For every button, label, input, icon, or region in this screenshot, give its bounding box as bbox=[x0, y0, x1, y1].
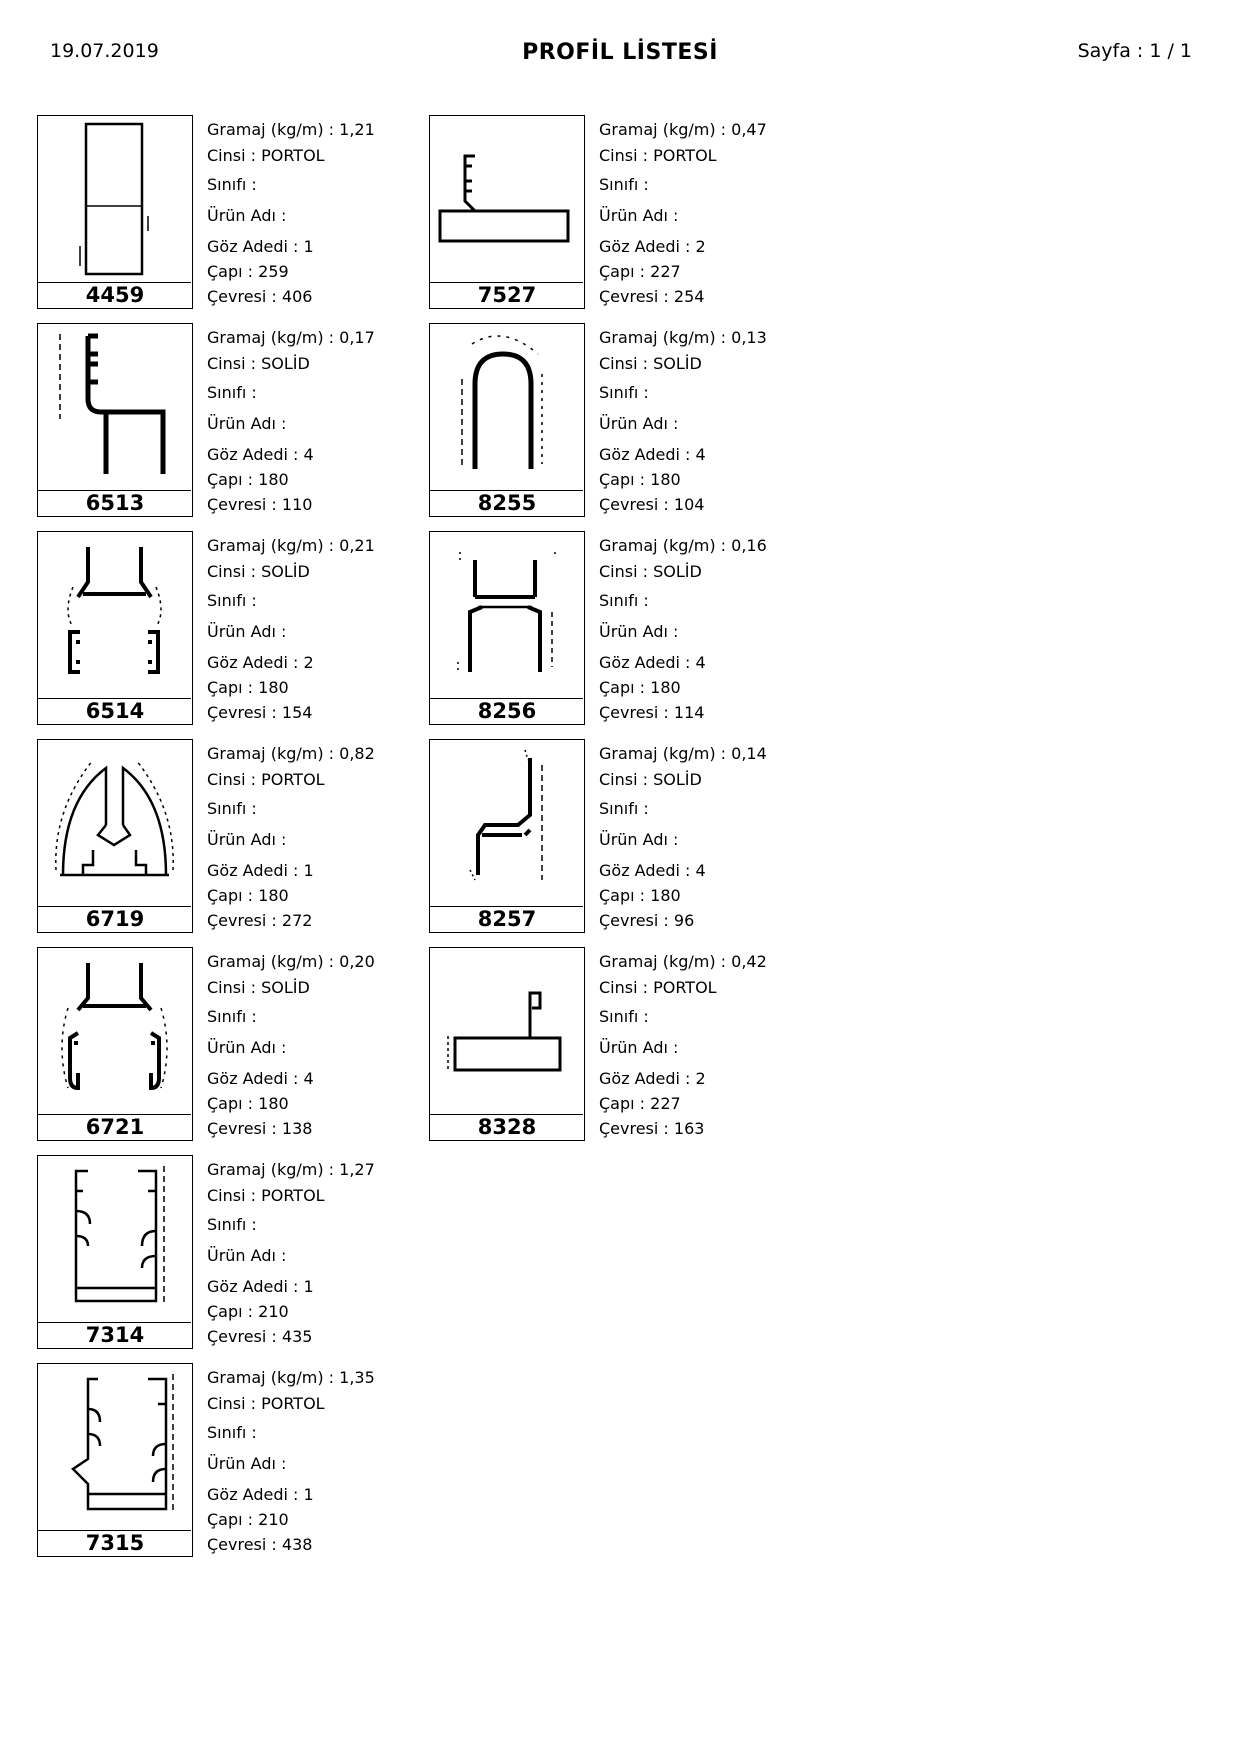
goz-adedi-value: 4 bbox=[695, 445, 706, 464]
cinsi-label: Cinsi : bbox=[207, 146, 262, 165]
profile-8256-section-drawing bbox=[430, 532, 583, 699]
sinifi-label: Sınıfı : bbox=[207, 1423, 257, 1442]
urun-adi-label: Ürün Adı : bbox=[207, 1246, 287, 1265]
cinsi-value: PORTOL bbox=[261, 146, 325, 165]
gramaj-label: Gramaj (kg/m) : bbox=[599, 952, 732, 971]
cevresi-label: Çevresi : bbox=[207, 287, 282, 306]
cevresi-label: Çevresi : bbox=[207, 1119, 282, 1138]
urun-adi-label: Ürün Adı : bbox=[207, 414, 287, 433]
goz-adedi-value: 4 bbox=[303, 445, 314, 464]
gramaj-value: 0,16 bbox=[731, 536, 767, 555]
urun-adi-label: Ürün Adı : bbox=[207, 1454, 287, 1473]
cinsi-value: PORTOL bbox=[261, 1394, 325, 1413]
profile-code: 6719 bbox=[85, 907, 145, 931]
gramaj-label: Gramaj (kg/m) : bbox=[207, 536, 340, 555]
goz-adedi-value: 4 bbox=[695, 861, 706, 880]
gramaj-label: Gramaj (kg/m) : bbox=[599, 120, 732, 139]
cevresi-label: Çevresi : bbox=[599, 287, 674, 306]
capi-value: 227 bbox=[650, 1094, 681, 1113]
gramaj-value: 0,42 bbox=[731, 952, 767, 971]
sinifi-label: Sınıfı : bbox=[207, 383, 257, 402]
gramaj-value: 0,20 bbox=[339, 952, 375, 971]
profile-drawing-frame bbox=[37, 531, 193, 725]
profile-card-6719 bbox=[37, 739, 427, 935]
profile-code: 8256 bbox=[477, 699, 537, 723]
cinsi-value: PORTOL bbox=[653, 978, 717, 997]
capi-value: 227 bbox=[650, 262, 681, 281]
capi-value: 180 bbox=[650, 470, 681, 489]
urun-adi-label: Ürün Adı : bbox=[207, 830, 287, 849]
cevresi-label: Çevresi : bbox=[599, 495, 674, 514]
urun-adi-label: Ürün Adı : bbox=[207, 206, 287, 225]
profile-drawing-frame bbox=[429, 947, 585, 1141]
profile-card-7315 bbox=[37, 1363, 427, 1559]
profile-drawing-frame bbox=[37, 1363, 193, 1557]
cevresi-value: 435 bbox=[281, 1327, 313, 1346]
profile-card-6513 bbox=[37, 323, 427, 519]
gramaj-label: Gramaj (kg/m) : bbox=[207, 1160, 340, 1179]
gramaj-value: 0,14 bbox=[731, 744, 767, 763]
urun-adi-label: Ürün Adı : bbox=[599, 622, 679, 641]
profile-code: 6514 bbox=[85, 699, 145, 723]
gramaj-label: Gramaj (kg/m) : bbox=[599, 744, 732, 763]
urun-adi-label: Ürün Adı : bbox=[207, 622, 287, 641]
cevresi-label: Çevresi : bbox=[599, 703, 674, 722]
cinsi-value: SOLİD bbox=[261, 562, 310, 581]
profile-card-6721 bbox=[37, 947, 427, 1143]
profile-code: 7527 bbox=[477, 283, 537, 307]
profile-code: 8328 bbox=[477, 1115, 537, 1139]
page-number: Sayfa : 1 / 1 bbox=[1077, 40, 1192, 62]
gramaj-value: 0,13 bbox=[731, 328, 767, 347]
cinsi-label: Cinsi : bbox=[599, 354, 654, 373]
profile-drawing-frame bbox=[429, 115, 585, 309]
capi-value: 180 bbox=[258, 1094, 289, 1113]
capi-label: Çapı : bbox=[207, 1094, 259, 1113]
goz-adedi-value: 4 bbox=[695, 653, 706, 672]
capi-value: 180 bbox=[258, 678, 289, 697]
cevresi-value: 104 bbox=[673, 495, 705, 514]
profile-drawing-frame bbox=[37, 947, 193, 1141]
goz-adedi-label: Göz Adedi : bbox=[207, 861, 304, 880]
gramaj-value: 1,21 bbox=[339, 120, 375, 139]
capi-label: Çapı : bbox=[207, 886, 259, 905]
profile-card-8257 bbox=[429, 739, 819, 935]
profile-code: 8257 bbox=[477, 907, 537, 931]
goz-adedi-value: 1 bbox=[303, 1277, 314, 1296]
cevresi-value: 154 bbox=[281, 703, 313, 722]
capi-value: 210 bbox=[258, 1302, 289, 1321]
capi-label: Çapı : bbox=[207, 262, 259, 281]
urun-adi-label: Ürün Adı : bbox=[599, 414, 679, 433]
goz-adedi-value: 2 bbox=[695, 1069, 706, 1088]
cinsi-value: PORTOL bbox=[653, 146, 717, 165]
goz-adedi-label: Göz Adedi : bbox=[207, 1069, 304, 1088]
profile-8257-section-drawing bbox=[430, 740, 583, 907]
cevresi-value: 406 bbox=[281, 287, 313, 306]
cevresi-label: Çevresi : bbox=[207, 1535, 282, 1554]
capi-value: 180 bbox=[650, 886, 681, 905]
cevresi-label: Çevresi : bbox=[599, 911, 674, 930]
capi-label: Çapı : bbox=[207, 678, 259, 697]
profile-7315-section-drawing bbox=[38, 1364, 191, 1531]
profile-drawing-frame bbox=[37, 323, 193, 517]
goz-adedi-label: Göz Adedi : bbox=[207, 653, 304, 672]
profile-6721-section-drawing bbox=[38, 948, 191, 1115]
gramaj-value: 1,27 bbox=[339, 1160, 375, 1179]
gramaj-value: 0,82 bbox=[339, 744, 375, 763]
gramaj-label: Gramaj (kg/m) : bbox=[599, 536, 732, 555]
page-title: PROFİL LİSTESİ bbox=[522, 40, 718, 65]
profile-drawing-frame bbox=[429, 323, 585, 517]
urun-adi-label: Ürün Adı : bbox=[599, 830, 679, 849]
goz-adedi-label: Göz Adedi : bbox=[207, 237, 304, 256]
goz-adedi-value: 1 bbox=[303, 1485, 314, 1504]
profile-code: 6513 bbox=[85, 491, 145, 515]
sinifi-label: Sınıfı : bbox=[599, 175, 649, 194]
gramaj-value: 0,47 bbox=[731, 120, 767, 139]
cinsi-value: SOLİD bbox=[261, 978, 310, 997]
capi-value: 180 bbox=[258, 470, 289, 489]
gramaj-value: 0,17 bbox=[339, 328, 375, 347]
gramaj-label: Gramaj (kg/m) : bbox=[207, 744, 340, 763]
profile-code: 6721 bbox=[85, 1115, 145, 1139]
gramaj-label: Gramaj (kg/m) : bbox=[207, 952, 340, 971]
profile-card-7314 bbox=[37, 1155, 427, 1351]
profile-6514-section-drawing bbox=[38, 532, 191, 699]
cevresi-value: 96 bbox=[673, 911, 695, 930]
cinsi-label: Cinsi : bbox=[599, 562, 654, 581]
capi-label: Çapı : bbox=[207, 1302, 259, 1321]
goz-adedi-label: Göz Adedi : bbox=[207, 1485, 304, 1504]
profile-drawing-frame bbox=[37, 739, 193, 933]
profile-card-8255 bbox=[429, 323, 819, 519]
profile-7314-section-drawing bbox=[38, 1156, 191, 1323]
cinsi-label: Cinsi : bbox=[207, 562, 262, 581]
sinifi-label: Sınıfı : bbox=[207, 591, 257, 610]
cinsi-label: Cinsi : bbox=[207, 978, 262, 997]
cevresi-label: Çevresi : bbox=[207, 911, 282, 930]
goz-adedi-label: Göz Adedi : bbox=[207, 1277, 304, 1296]
capi-value: 180 bbox=[258, 886, 289, 905]
gramaj-label: Gramaj (kg/m) : bbox=[599, 328, 732, 347]
capi-label: Çapı : bbox=[599, 1094, 651, 1113]
profile-6719-section-drawing bbox=[38, 740, 191, 907]
cinsi-value: SOLİD bbox=[653, 562, 702, 581]
goz-adedi-value: 1 bbox=[303, 861, 314, 880]
goz-adedi-label: Göz Adedi : bbox=[207, 445, 304, 464]
cinsi-label: Cinsi : bbox=[599, 770, 654, 789]
capi-label: Çapı : bbox=[599, 886, 651, 905]
goz-adedi-label: Göz Adedi : bbox=[599, 445, 696, 464]
goz-adedi-label: Göz Adedi : bbox=[599, 237, 696, 256]
goz-adedi-label: Göz Adedi : bbox=[599, 653, 696, 672]
sinifi-label: Sınıfı : bbox=[599, 1007, 649, 1026]
goz-adedi-value: 2 bbox=[303, 653, 314, 672]
sinifi-label: Sınıfı : bbox=[599, 383, 649, 402]
urun-adi-label: Ürün Adı : bbox=[599, 1038, 679, 1057]
cevresi-value: 110 bbox=[281, 495, 313, 514]
cinsi-value: PORTOL bbox=[261, 770, 325, 789]
urun-adi-label: Ürün Adı : bbox=[599, 206, 679, 225]
gramaj-value: 1,35 bbox=[339, 1368, 375, 1387]
capi-label: Çapı : bbox=[599, 262, 651, 281]
sinifi-label: Sınıfı : bbox=[207, 175, 257, 194]
profile-drawing-frame bbox=[37, 1155, 193, 1349]
goz-adedi-value: 4 bbox=[303, 1069, 314, 1088]
cevresi-value: 138 bbox=[281, 1119, 313, 1138]
profile-code: 8255 bbox=[477, 491, 537, 515]
print-date: 19.07.2019 bbox=[50, 40, 159, 62]
cevresi-label: Çevresi : bbox=[207, 495, 282, 514]
gramaj-label: Gramaj (kg/m) : bbox=[207, 328, 340, 347]
goz-adedi-value: 2 bbox=[695, 237, 706, 256]
cinsi-label: Cinsi : bbox=[599, 978, 654, 997]
cevresi-value: 114 bbox=[673, 703, 705, 722]
sinifi-label: Sınıfı : bbox=[207, 799, 257, 818]
capi-value: 180 bbox=[650, 678, 681, 697]
gramaj-label: Gramaj (kg/m) : bbox=[207, 120, 340, 139]
goz-adedi-label: Göz Adedi : bbox=[599, 1069, 696, 1088]
cevresi-label: Çevresi : bbox=[207, 1327, 282, 1346]
profile-card-7527 bbox=[429, 115, 819, 311]
cinsi-label: Cinsi : bbox=[207, 1394, 262, 1413]
gramaj-label: Gramaj (kg/m) : bbox=[207, 1368, 340, 1387]
profile-card-8328 bbox=[429, 947, 819, 1143]
profile-card-4459 bbox=[37, 115, 427, 311]
cinsi-value: SOLİD bbox=[653, 354, 702, 373]
profile-card-6514 bbox=[37, 531, 427, 727]
goz-adedi-value: 1 bbox=[303, 237, 314, 256]
capi-value: 259 bbox=[258, 262, 289, 281]
cinsi-label: Cinsi : bbox=[207, 1186, 262, 1205]
cinsi-label: Cinsi : bbox=[599, 146, 654, 165]
cevresi-label: Çevresi : bbox=[599, 1119, 674, 1138]
sinifi-label: Sınıfı : bbox=[599, 799, 649, 818]
goz-adedi-label: Göz Adedi : bbox=[599, 861, 696, 880]
cevresi-value: 272 bbox=[281, 911, 313, 930]
capi-label: Çapı : bbox=[207, 470, 259, 489]
cinsi-label: Cinsi : bbox=[207, 770, 262, 789]
profile-card-8256 bbox=[429, 531, 819, 727]
profile-8328-section-drawing bbox=[430, 948, 583, 1115]
cevresi-value: 163 bbox=[673, 1119, 705, 1138]
cinsi-label: Cinsi : bbox=[207, 354, 262, 373]
profile-code: 7314 bbox=[85, 1323, 145, 1347]
cevresi-label: Çevresi : bbox=[207, 703, 282, 722]
profile-code: 7315 bbox=[85, 1531, 145, 1555]
cevresi-value: 254 bbox=[673, 287, 705, 306]
cinsi-value: PORTOL bbox=[261, 1186, 325, 1205]
urun-adi-label: Ürün Adı : bbox=[207, 1038, 287, 1057]
capi-label: Çapı : bbox=[599, 470, 651, 489]
profile-drawing-frame bbox=[37, 115, 193, 309]
profile-drawing-frame bbox=[429, 739, 585, 933]
sinifi-label: Sınıfı : bbox=[207, 1007, 257, 1026]
profile-4459-section-drawing bbox=[38, 116, 191, 283]
profile-6513-section-drawing bbox=[38, 324, 191, 491]
profile-drawing-frame bbox=[429, 531, 585, 725]
cinsi-value: SOLİD bbox=[653, 770, 702, 789]
cinsi-value: SOLİD bbox=[261, 354, 310, 373]
sinifi-label: Sınıfı : bbox=[599, 591, 649, 610]
cevresi-value: 438 bbox=[281, 1535, 313, 1554]
profile-code: 4459 bbox=[85, 283, 145, 307]
capi-label: Çapı : bbox=[207, 1510, 259, 1529]
capi-label: Çapı : bbox=[599, 678, 651, 697]
sinifi-label: Sınıfı : bbox=[207, 1215, 257, 1234]
profile-8255-section-drawing bbox=[430, 324, 583, 491]
gramaj-value: 0,21 bbox=[339, 536, 375, 555]
capi-value: 210 bbox=[258, 1510, 289, 1529]
profile-7527-section-drawing bbox=[430, 116, 583, 283]
